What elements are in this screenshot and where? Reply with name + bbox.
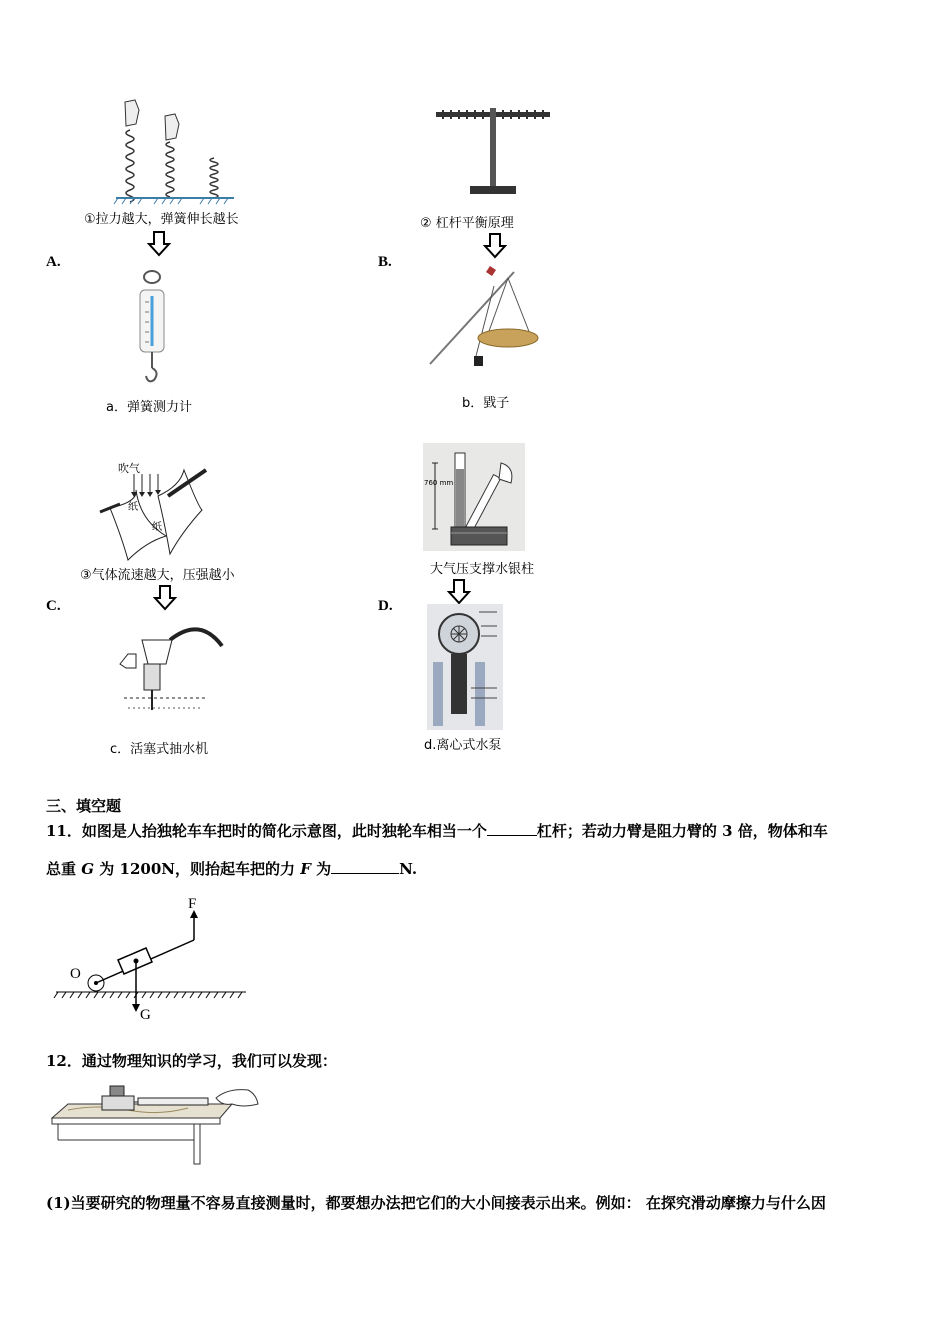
option-d-bottom-caption: d.离心式水泵 (424, 738, 502, 753)
centrifugal-pump-figure (427, 604, 503, 730)
option-a-letter[interactable]: A. (46, 254, 61, 270)
wheelbarrow-diagram (54, 894, 254, 1024)
q11-line1-a: 11．如图是人抬独轮车车把时的简化示意图，此时独轮车相当一个 (46, 822, 487, 840)
option-b-bottom-caption: b．戥子 (462, 396, 510, 411)
steelyard-figure (428, 264, 548, 374)
down-arrow-icon (148, 232, 170, 256)
option-b-letter[interactable]: B. (378, 254, 392, 270)
pivot-o-label: O (70, 966, 81, 982)
paper-label-2: 纸 (152, 522, 162, 533)
option-c-top-caption: ③气体流速越大，压强越小 (80, 568, 235, 583)
down-arrow-icon (154, 586, 176, 610)
piston-pump-figure (112, 624, 222, 724)
q11-line2-d: N. (399, 860, 418, 878)
q11-blank-1[interactable] (487, 821, 537, 836)
down-arrow-icon (448, 580, 470, 604)
paper-label-1: 纸 (128, 502, 138, 513)
q11-line2 (46, 858, 417, 879)
q11-line2-a: 总重 (46, 860, 77, 878)
q11-line1 (46, 820, 828, 841)
blow-label: 吹气 (118, 462, 140, 475)
section-title: 三、填空题 (46, 797, 122, 815)
mm-label: 760 mm (424, 479, 454, 487)
gravity-g-label: G (140, 1007, 151, 1023)
q11-var-f: F (300, 860, 311, 878)
friction-experiment-figure (48, 1080, 274, 1164)
springs-figure (108, 96, 238, 206)
down-arrow-icon (484, 234, 506, 258)
blowing-papers-figure (96, 452, 216, 562)
spring-scale-figure (132, 268, 172, 388)
option-b-top-caption: ② 杠杆平衡原理 (420, 216, 514, 231)
option-a-top-caption: ①拉力越大，弹簧伸长越长 (84, 212, 239, 227)
option-a-bottom-caption: a．弹簧测力计 (106, 400, 192, 415)
mercury-column-figure (423, 443, 525, 551)
option-c-letter[interactable]: C. (46, 598, 61, 614)
q12-part1: (1)当要研究的物理量不容易直接测量时，都要想办法把它们的大小间接表示出来。例如： 在探究滑动摩擦力与什么因 (46, 1194, 826, 1212)
q11-line2-c: 为 (316, 860, 332, 878)
option-d-top-caption: 大气压支撑水银柱 (430, 562, 535, 577)
q11-var-g: G (81, 860, 95, 878)
option-c-bottom-caption: c．活塞式抽水机 (110, 742, 209, 757)
q12-stem: 12．通过物理知识的学习，我们可以发现： (46, 1052, 337, 1070)
q11-line2-b: 为 1200N，则抬起车把的力 (99, 860, 295, 878)
force-f-label: F (188, 896, 197, 912)
q11-blank-2[interactable] (331, 859, 399, 874)
lever-stand-figure (434, 108, 554, 204)
q11-line1-b: 杠杆；若动力臂是阻力臂的 3 倍，物体和车 (536, 822, 828, 840)
option-d-letter[interactable]: D. (378, 598, 393, 614)
